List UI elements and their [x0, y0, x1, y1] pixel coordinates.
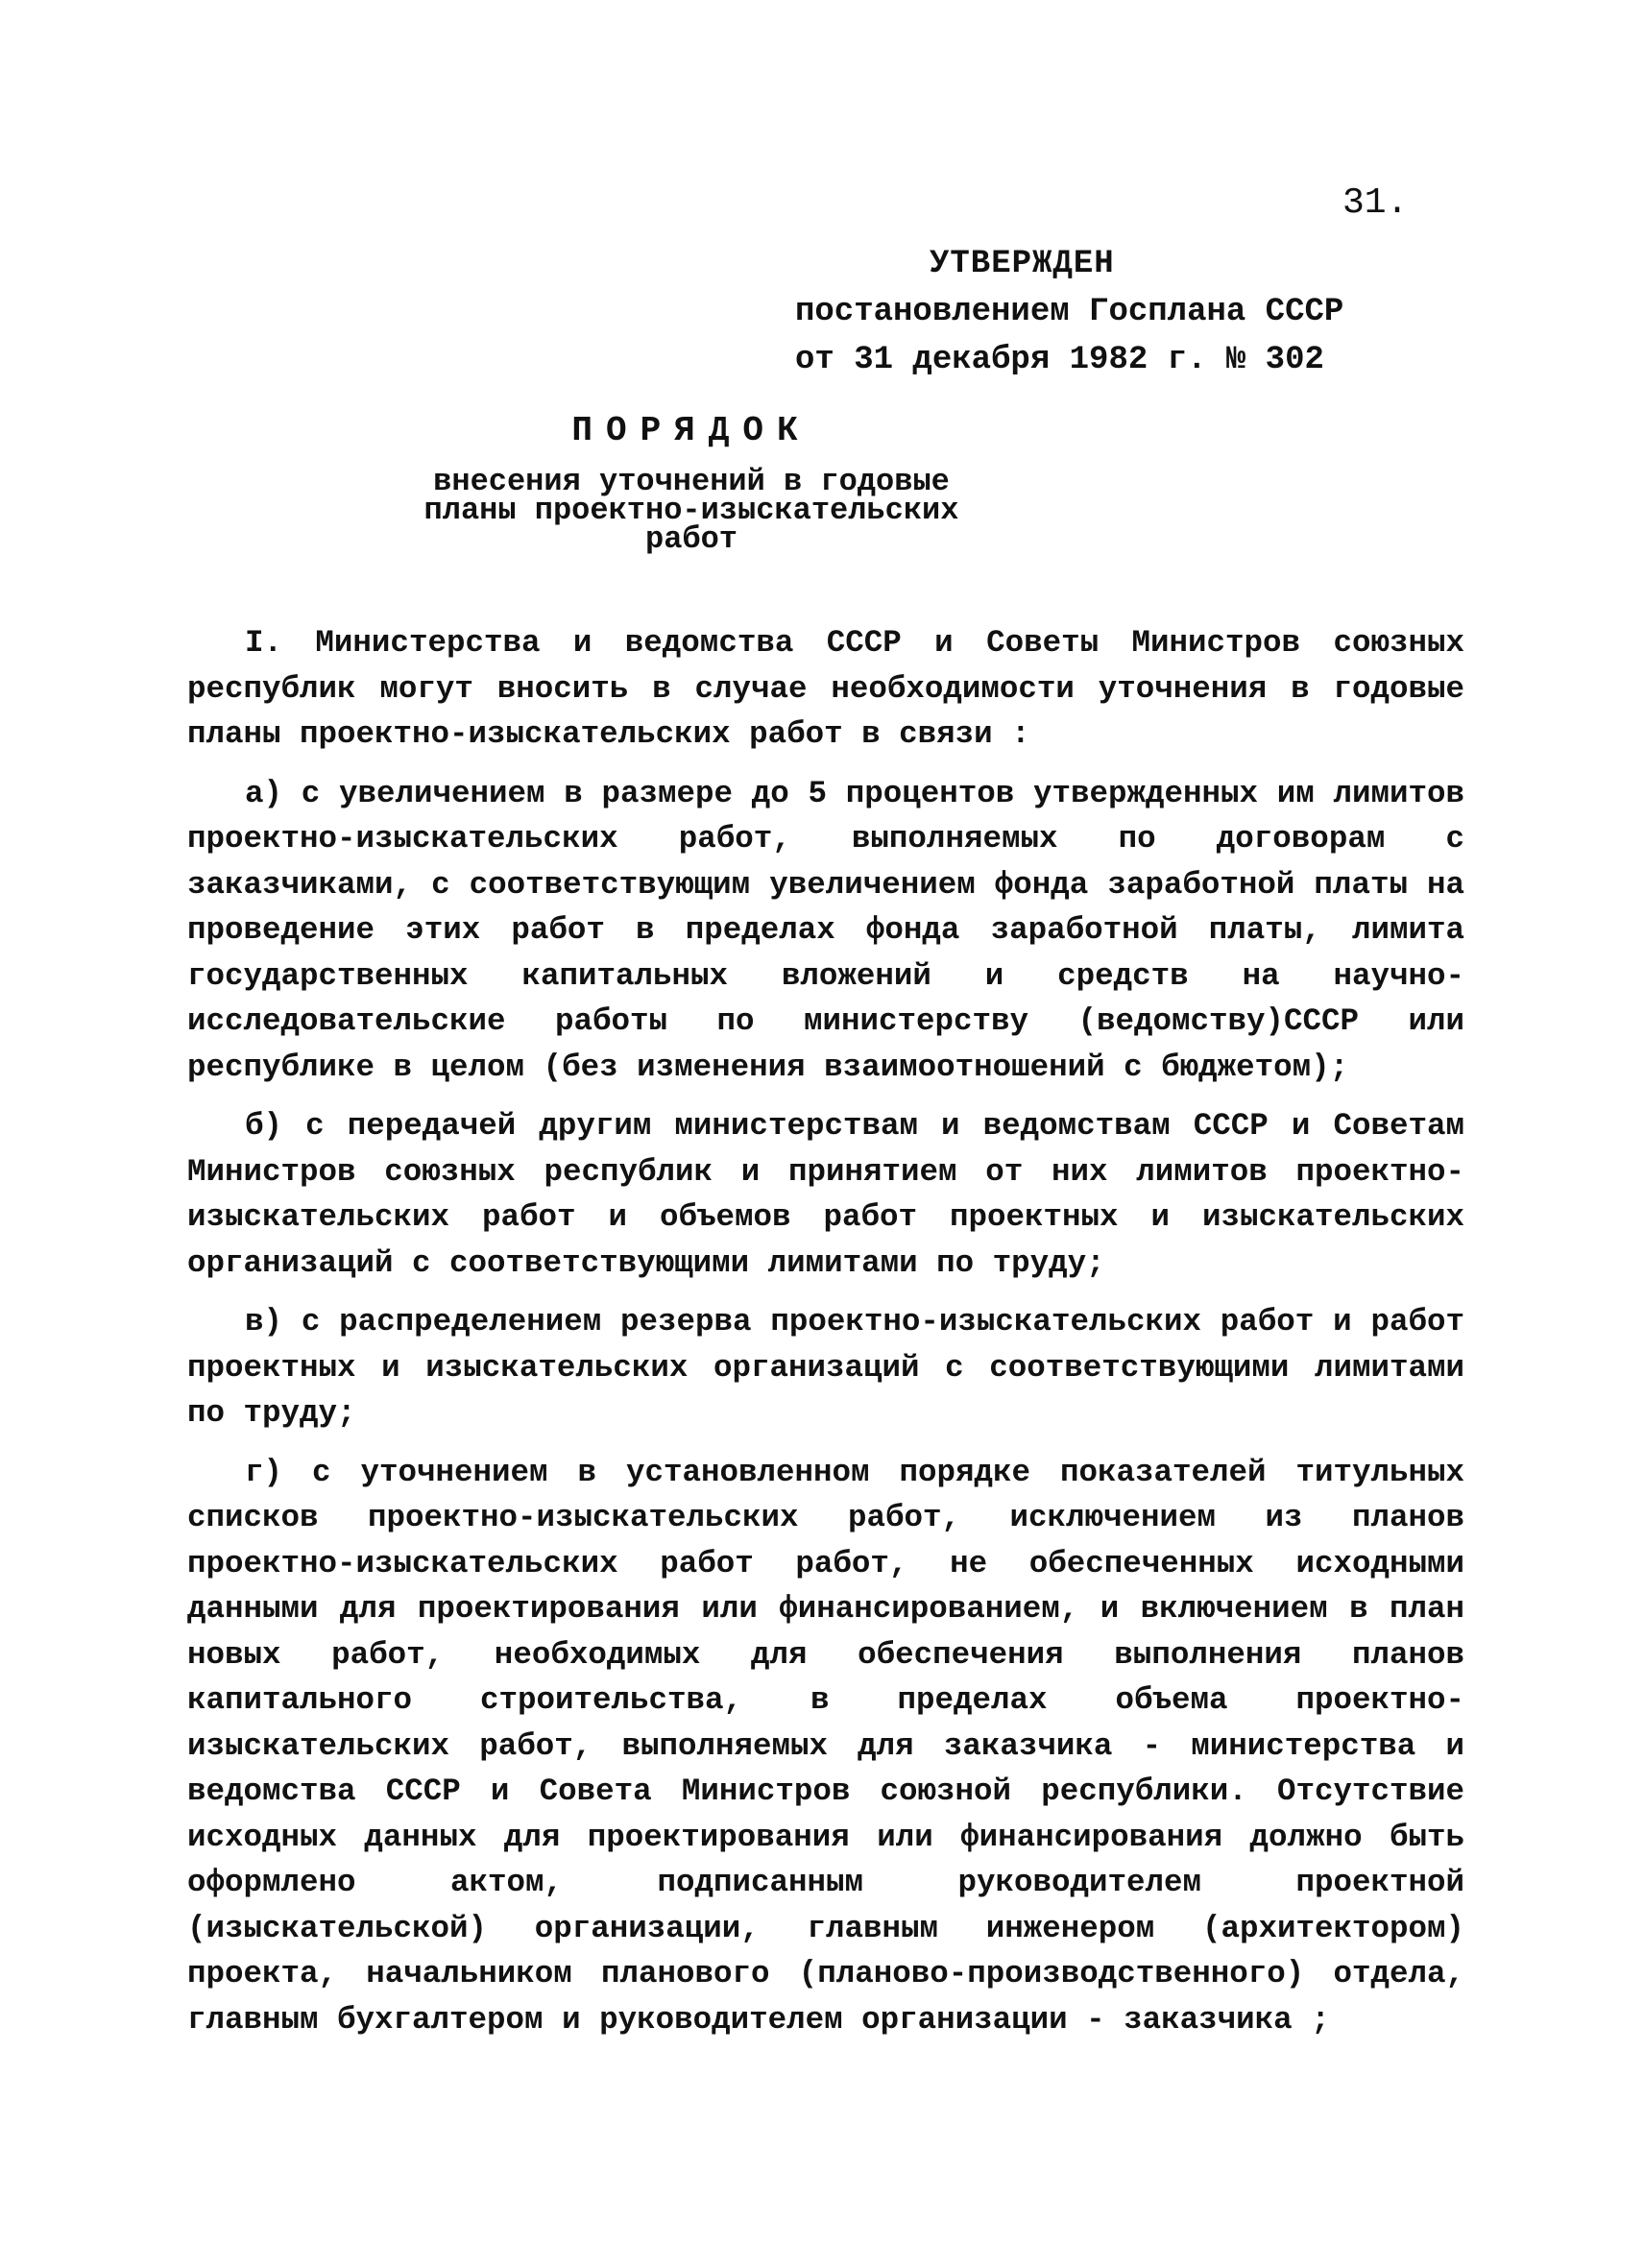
- approval-line-2: от 31 декабря 1982 г. № 302: [795, 342, 1324, 378]
- approval-stamp: [795, 240, 1343, 384]
- approval-line-1: постановлением Госплана СССР: [795, 294, 1344, 330]
- document-title: [403, 411, 979, 557]
- paragraph-item-b: б) с передачей другим министерствам и ведомствам СССР и Советам Министров союзных республик и принятием от них лимитов проектно-изыскательских работ и объемов работ проектных и изыскательских организаций с соответствующими лимитами по труду;: [187, 1108, 1464, 1281]
- document-body: [187, 620, 1464, 2042]
- paragraph-item-g: г) с уточнением в установленном порядке показателей титульных списков проектно-изыскательских работ, исключением из планов проектно-изыскательских работ работ, не обеспеченных исходными данными для проектирования или финансированием, и включением в план новых работ, необходимых для обеспечения выполнения планов капитального строительства, в пределах объема проектно-изыскательских работ, выполняемых для заказчика - министерства и ведомства СССР и Совета Министров союзной республики. Отсутствие исходных данных для проектирования или финансирования должно быть оформлено актом, подписанным руководителем проектной (изыскательской) организации, главным инженером (архитектором) проекта, начальником планового (планово-производственного) отдела, главным бухгалтером и руководителем организации - заказчика ;: [187, 1454, 1464, 2038]
- paragraph-1: I. Министерства и ведомства СССР и Советы Министров союзных республик могут вносить в случае необходимости уточнения в годовые планы проектно-изыскательских работ в связи :: [187, 625, 1464, 752]
- paragraph-item-v: в) с распределением резерва проектно-изыскательских работ и работ проектных и изыскательских организаций с соответствующими лимитами по труду;: [187, 1304, 1464, 1431]
- document-subtitle-line-1: внесения уточнений в годовые: [433, 464, 950, 499]
- approval-title: УТВЕРЖДЕН: [930, 246, 1115, 282]
- document-subtitle-line-3: работ: [644, 521, 737, 557]
- document-heading: ПОРЯДОК: [571, 411, 811, 450]
- document-subtitle-line-2: планы проектно-изыскательских: [423, 493, 959, 528]
- paragraph-item-a: а) с увеличением в размере до 5 процентов утвержденных им лимитов проектно-изыскательских работ, выполняемых по договорам с заказчиками, с соответствующим увеличением фонда заработной платы на проведение этих работ в пределах фонда заработной платы, лимита государственных капитальных вложений и средств на научно-исследовательские работы по министерству (ведомству)СССР или республике в целом (без изменения взаимоотношений с бюджетом);: [187, 775, 1464, 1085]
- page-number: 31.: [1342, 182, 1409, 224]
